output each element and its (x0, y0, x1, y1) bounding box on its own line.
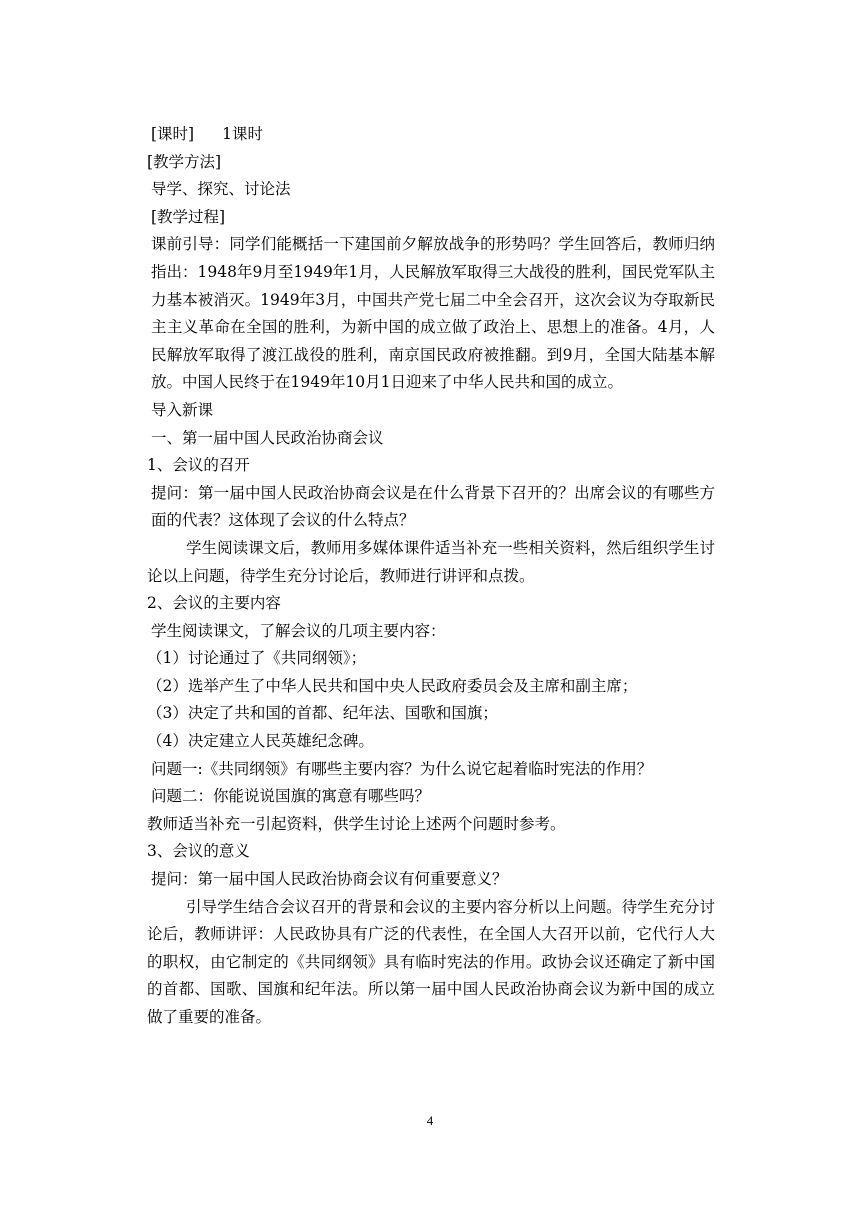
list-item: （1）讨论通过了《共同纲领》； (147, 649, 367, 668)
class-hours-value: 1课时 (222, 125, 263, 143)
lesson-plan-body (147, 121, 715, 1032)
teacher-note: 教师适当补充一引起资料，供学生讨论上述两个问题时参考。 (147, 814, 566, 833)
question-two: 问题二：你能说说国旗的寓意有哪些吗？ (151, 787, 431, 806)
section-one-title: 一、第一届中国人民政治协商会议 (151, 428, 384, 447)
lead-in: 导入新课 (151, 400, 214, 419)
part2-title: 2、会议的主要内容 (147, 594, 281, 613)
part3-conclusion: 引导学生结合会议召开的背景和会议的主要内容分析以上问题。待学生充分讨论后，教师讲评：人民政协具有广泛的代表性，在全国人大召开以前，它代行人大的职权，由它制定的《共同纲领》具有临时宪法的作用。政协会议还确定了新中国的首都、国歌、国旗和纪年法。所以第一届中国人民政治协商会议为新中国的成立做了重要的准备。 (147, 897, 715, 1026)
part1-activity: 学生阅读课文后，教师用多媒体课件适当补充一些相关资料，然后组织学生讨论以上问题，待学生充分讨论后，教师进行讲评和点拨。 (147, 538, 715, 585)
list-item: （2）选举产生了中华人民共和国中央人民政府委员会及主席和副主席； (147, 676, 638, 695)
class-hours-label: [课时] (151, 125, 195, 143)
part2-intro: 学生阅读课文，了解会议的几项主要内容： (151, 621, 446, 640)
list-item: （3）决定了共和国的首都、纪年法、国歌和国旗； (147, 704, 498, 723)
part3-title: 3、会议的意义 (147, 842, 250, 861)
question-one: 问题一:《共同纲领》有哪些主要内容？为什么说它起着临时宪法的作用？ (151, 759, 653, 778)
part3-question: 提问：第一届中国人民政治协商会议有何重要意义？ (151, 870, 508, 889)
method-heading: [教学方法] (147, 152, 222, 171)
method-text: 导学、探究、讨论法 (151, 180, 291, 199)
page-number: 4 (426, 1113, 434, 1128)
part1-question: 提问：第一届中国人民政治协商会议是在什么背景下召开的？出席会议的有哪些方面的代表？这体现了会议的什么特点？ (151, 483, 715, 530)
list-item: （4）决定建立人民英雄纪念碑。 (147, 732, 374, 751)
part1-title: 1、会议的召开 (147, 456, 250, 475)
process-heading: [教学过程] (151, 207, 226, 226)
class-hours-line (147, 121, 715, 149)
intro-paragraph: 课前引导：同学们能概括一下建国前夕解放战争的形势吗？学生回答后，教师归纳指出：1948年9月至1949年1月，人民解放军取得三大战役的胜利，国民党军队主力基本被消灭。1949年3月，中国共产党七届二中全会召开，这次会议为夺取新民主主义革命在全国的胜利，为新中国的成立做了政治上、思想上的准备。4月，人民解放军取得了渡江战役的胜利，南京国民政府被推翻。到9月，全国大陆基本解放。中国人民终于在1949年10月1日迎来了中华人民共和国的成立。 (151, 235, 715, 392)
